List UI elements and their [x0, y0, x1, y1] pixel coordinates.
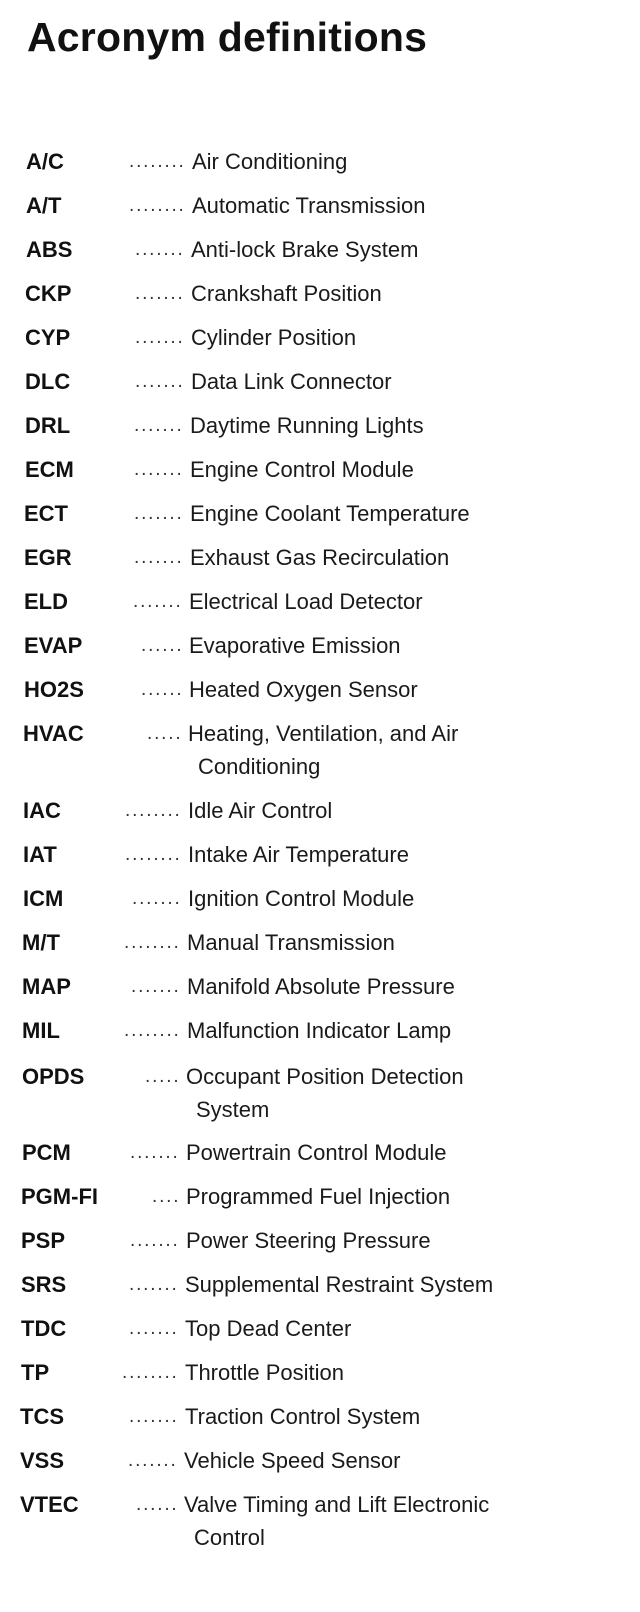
acronym-abbreviation: ECM: [25, 457, 74, 482]
dot-leader: .......: [130, 1230, 180, 1251]
definition-text: Occupant Position Detection: [186, 1064, 464, 1089]
acronym-definition: [186, 1138, 446, 1168]
acronym-definition: [191, 367, 392, 397]
acronym-abbreviation: DRL: [25, 413, 71, 438]
definition-text: Top Dead Center: [185, 1316, 352, 1341]
acronym-abbreviation: PCM: [22, 1140, 71, 1165]
dot-leader: .......: [135, 283, 185, 304]
definition-text: Vehicle Speed Sensor: [184, 1448, 401, 1473]
acronym-entry: [21, 1182, 640, 1226]
dot-leader: ........: [122, 1362, 179, 1383]
acronym-abbreviation: M/T: [22, 930, 60, 955]
definition-text: Air Conditioning: [192, 149, 348, 174]
dot-leader: ........: [129, 151, 186, 172]
dot-leader: .......: [135, 371, 185, 392]
acronym-entry: [25, 323, 640, 367]
acronym-entry: [20, 1402, 640, 1446]
acronym-abbreviation: A/T: [26, 193, 62, 218]
definition-text: Heating, Ventilation, and Air: [188, 721, 459, 746]
acronym-entry: [25, 367, 640, 411]
acronym-entry: [21, 1270, 640, 1314]
definition-text: Idle Air Control: [188, 798, 333, 823]
acronym-entry: [26, 147, 640, 191]
dot-leader: ........: [129, 195, 186, 216]
acronym-entry: [20, 1490, 640, 1550]
acronym-definition: [190, 543, 449, 573]
acronym-definition: [191, 279, 382, 309]
acronym-abbreviation: TP: [21, 1360, 50, 1385]
definition-text: Throttle Position: [185, 1360, 344, 1385]
page-title: Acronym definitions: [27, 14, 428, 60]
definition-text: Crankshaft Position: [191, 281, 382, 306]
acronym-definition: [187, 1016, 451, 1046]
definition-text: Programmed Fuel Injection: [186, 1184, 451, 1209]
dot-leader: .......: [134, 415, 184, 436]
acronym-definition: [188, 796, 332, 826]
acronym-entry: [26, 191, 640, 235]
definition-continuation: Conditioning: [198, 754, 321, 779]
definition-text: Data Link Connector: [191, 369, 392, 394]
acronym-definition: [190, 499, 470, 529]
acronym-entry: [24, 543, 640, 587]
acronym-entry: [26, 235, 640, 279]
acronym-definition: [192, 147, 347, 177]
definition-text: Malfunction Indicator Lamp: [187, 1018, 452, 1043]
definition-text: Exhaust Gas Recirculation: [190, 545, 450, 570]
dot-leader: .......: [130, 1142, 180, 1163]
acronym-abbreviation: EGR: [24, 545, 72, 570]
definition-text: Heated Oxygen Sensor: [189, 677, 418, 702]
dot-leader: .......: [134, 547, 184, 568]
acronym-entry: [24, 587, 640, 631]
acronym-definition: [185, 1402, 420, 1432]
dot-leader: .....: [145, 1066, 181, 1087]
dot-leader: .......: [134, 459, 184, 480]
acronym-abbreviation: CKP: [25, 281, 72, 306]
acronym-definition: [185, 1358, 344, 1388]
definition-text: Power Steering Pressure: [186, 1228, 431, 1253]
acronym-abbreviation: HO2S: [24, 677, 84, 702]
dot-leader: .......: [129, 1406, 179, 1427]
dot-leader: ........: [125, 800, 182, 821]
acronym-abbreviation: EVAP: [24, 633, 83, 658]
acronym-definition: [188, 884, 414, 914]
acronym-definition: [189, 631, 401, 661]
dot-leader: ....: [152, 1186, 181, 1207]
acronym-definition: [184, 1446, 401, 1476]
acronym-abbreviation: A/C: [26, 149, 64, 174]
acronym-abbreviation: ABS: [26, 237, 73, 262]
acronym-entry: [25, 455, 640, 499]
acronym-abbreviation: CYP: [25, 325, 71, 350]
acronym-definition: [192, 191, 426, 221]
acronym-abbreviation: ELD: [24, 589, 68, 614]
acronym-abbreviation: ECT: [24, 501, 68, 526]
acronym-definition: [187, 928, 395, 958]
definition-text: Engine Coolant Temperature: [190, 501, 470, 526]
dot-leader: .......: [131, 976, 181, 997]
acronym-entry: [25, 411, 640, 455]
acronym-definition: [188, 719, 458, 782]
definition-text: Engine Control Module: [190, 457, 414, 482]
definition-text: Intake Air Temperature: [188, 842, 409, 867]
acronym-abbreviation: PGM-FI: [21, 1184, 98, 1209]
acronym-definition: [188, 840, 409, 870]
acronym-abbreviation: TDC: [21, 1316, 67, 1341]
definition-text: Automatic Transmission: [192, 193, 426, 218]
acronym-entry: [22, 928, 640, 972]
definition-continuation: System: [196, 1097, 270, 1122]
acronym-definition: [190, 411, 424, 441]
acronym-abbreviation: HVAC: [23, 721, 84, 746]
acronym-definition: [191, 235, 418, 265]
acronym-entry: [23, 884, 640, 928]
acronym-abbreviation: IAT: [23, 842, 57, 867]
acronym-entry: [21, 1226, 640, 1270]
acronym-definition: [186, 1182, 450, 1212]
acronym-abbreviation: IAC: [23, 798, 61, 823]
acronym-abbreviation: VSS: [20, 1448, 65, 1473]
dot-leader: ........: [125, 844, 182, 865]
definition-text: Traction Control System: [185, 1404, 421, 1429]
acronym-abbreviation: MIL: [22, 1018, 60, 1043]
definition-text: Evaporative Emission: [189, 633, 401, 658]
acronym-entry: [23, 796, 640, 840]
acronym-entry: [23, 840, 640, 884]
dot-leader: .......: [129, 1274, 179, 1295]
dot-leader: .......: [133, 591, 183, 612]
definition-continuation: Control: [194, 1525, 265, 1550]
definition-text: Anti-lock Brake System: [191, 237, 419, 262]
acronym-definition: [185, 1314, 351, 1344]
dot-leader: .......: [135, 239, 185, 260]
acronym-entry: [24, 675, 640, 719]
dot-leader: .......: [129, 1318, 179, 1339]
acronym-definition: [186, 1062, 464, 1125]
acronym-entry: [24, 499, 640, 543]
definition-text: Manual Transmission: [187, 930, 395, 955]
definition-text: Cylinder Position: [191, 325, 357, 350]
acronym-definition: [186, 1226, 431, 1256]
acronym-abbreviation: SRS: [21, 1272, 67, 1297]
acronym-abbreviation: DLC: [25, 369, 71, 394]
acronym-entry: [23, 719, 640, 779]
acronym-definition: [189, 587, 423, 617]
definition-text: Manifold Absolute Pressure: [187, 974, 455, 999]
acronym-definition: [191, 323, 356, 353]
definition-text: Electrical Load Detector: [189, 589, 423, 614]
dot-leader: ........: [124, 1020, 181, 1041]
acronym-entry: [24, 631, 640, 675]
dot-leader: ......: [141, 679, 184, 700]
definition-text: Ignition Control Module: [188, 886, 415, 911]
dot-leader: ......: [141, 635, 184, 656]
definition-text: Powertrain Control Module: [186, 1140, 447, 1165]
acronym-abbreviation: OPDS: [22, 1064, 85, 1089]
acronym-abbreviation: ICM: [23, 886, 64, 911]
dot-leader: .....: [147, 723, 183, 744]
acronym-abbreviation: PSP: [21, 1228, 66, 1253]
acronym-abbreviation: TCS: [20, 1404, 64, 1429]
acronym-entry: [20, 1446, 640, 1490]
dot-leader: .......: [132, 888, 182, 909]
dot-leader: ......: [136, 1494, 179, 1515]
definition-text: Daytime Running Lights: [190, 413, 424, 438]
dot-leader: .......: [134, 503, 184, 524]
definition-text: Valve Timing and Lift Electronic: [184, 1492, 490, 1517]
dot-leader: ........: [124, 932, 181, 953]
dot-leader: .......: [128, 1450, 178, 1471]
acronym-definition: [187, 972, 455, 1002]
acronym-definition: [190, 455, 414, 485]
acronym-entry: [22, 1138, 640, 1182]
acronym-entry: [22, 1016, 640, 1060]
acronym-definition: [185, 1270, 493, 1300]
acronym-entry: [21, 1314, 640, 1358]
acronym-abbreviation: VTEC: [20, 1492, 79, 1517]
acronym-abbreviation: MAP: [22, 974, 71, 999]
acronym-entry: [22, 1062, 640, 1122]
definition-text: Supplemental Restraint System: [185, 1272, 494, 1297]
acronym-definition: [189, 675, 418, 705]
acronym-entry: [21, 1358, 640, 1402]
dot-leader: .......: [135, 327, 185, 348]
acronym-entry: [22, 972, 640, 1016]
acronym-definition: [184, 1490, 489, 1553]
acronym-entry: [25, 279, 640, 323]
